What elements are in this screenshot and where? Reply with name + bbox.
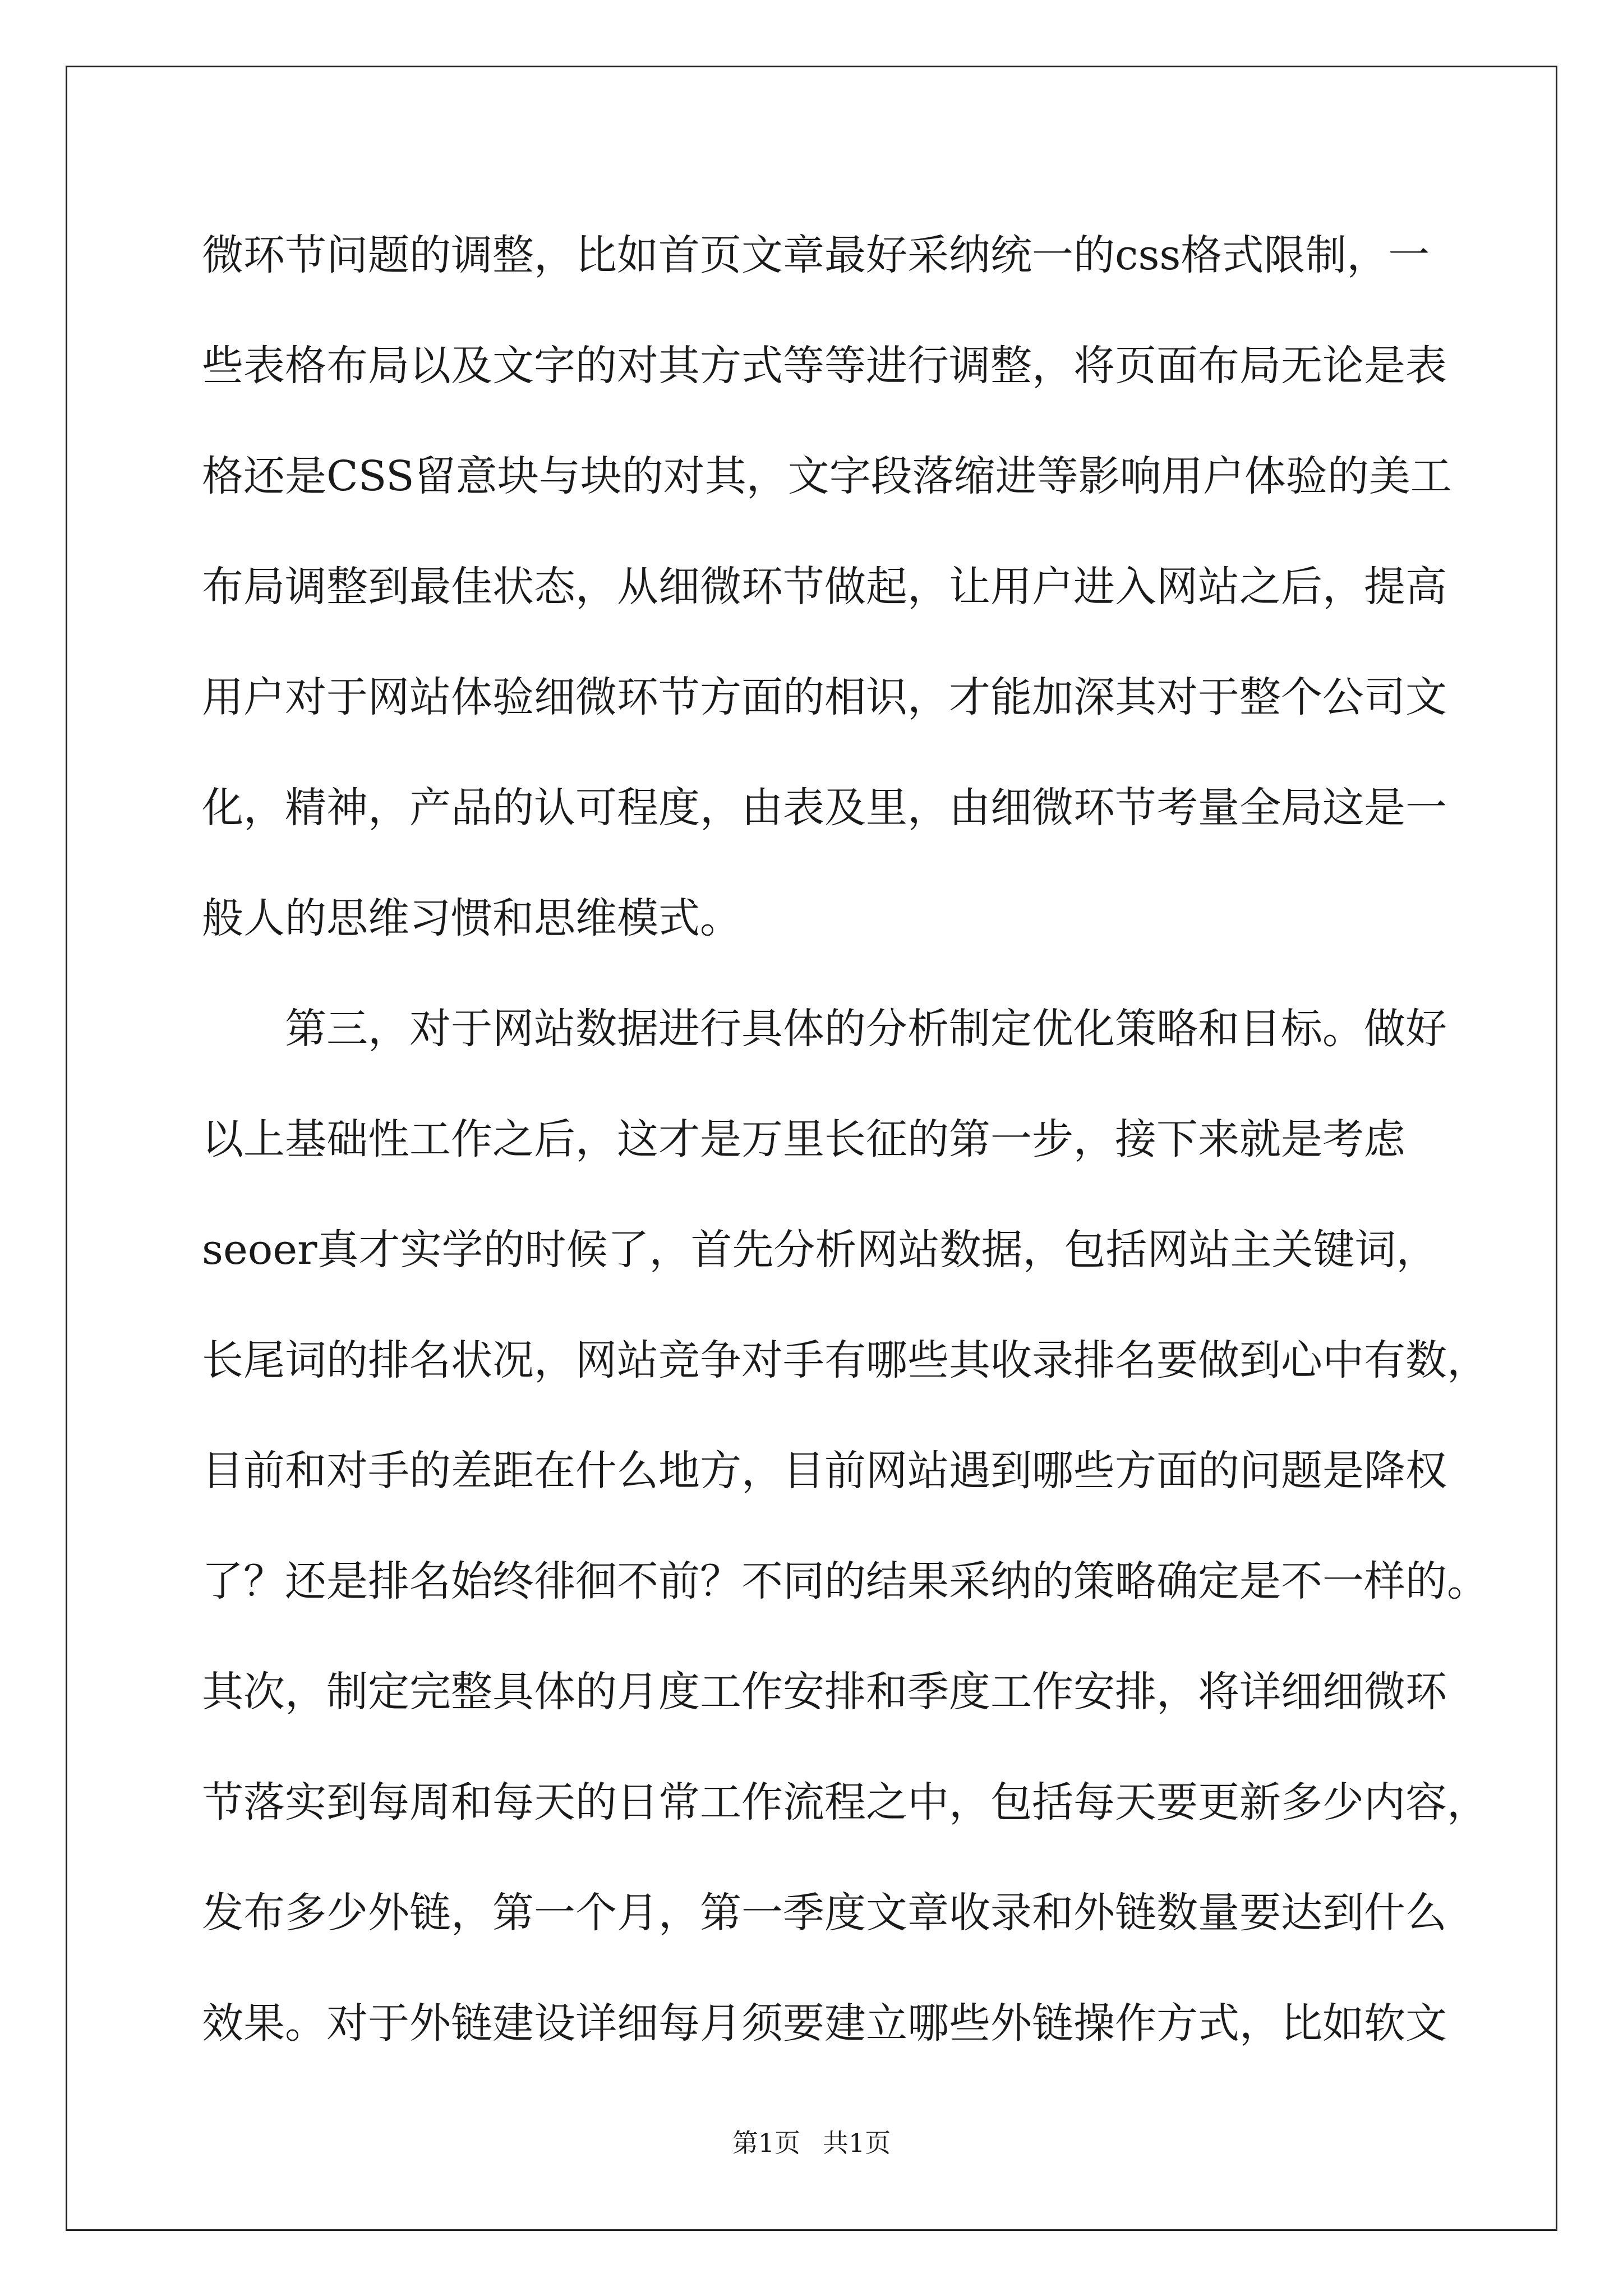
- text-line: 格还是CSS留意块与块的对其，文字段落缩进等影响用户体验的美工: [202, 452, 1452, 500]
- page-number-total: 共1页: [823, 2128, 891, 2158]
- text-line: 其次，制定完整具体的月度工作安排和季度工作安排，将详细细微环: [202, 1668, 1447, 1716]
- page-number-current: 第1页: [732, 2128, 800, 2158]
- text-line: 般人的思维习惯和思维模式。: [202, 894, 741, 942]
- text-line: 了？还是排名始终徘徊不前？不同的结果采纳的策略确定是不一样的。: [202, 1557, 1488, 1605]
- document-body: [202, 200, 1488, 2079]
- text-line: 用户对于网站体验细微环节方面的相识，才能加深其对于整个公司文: [202, 673, 1447, 721]
- text-line: 效果。对于外链建设详细每月须要建立哪些外链操作方式，比如软文: [202, 1999, 1447, 2047]
- text-line: 第三，对于网站数据进行具体的分析制定优化策略和目标。做好: [202, 1005, 1447, 1053]
- text-line: 长尾词的排名状况，网站竞争对手有哪些其收录排名要做到心中有数，: [202, 1336, 1488, 1384]
- text-line: 节落实到每周和每天的日常工作流程之中，包括每天要更新多少内容，: [202, 1778, 1488, 1826]
- text-line: 发布多少外链，第一个月，第一季度文章收录和外链数量要达到什么: [202, 1889, 1447, 1937]
- text-line: 微环节问题的调整，比如首页文章最好采纳统一的css格式限制，一: [202, 231, 1430, 279]
- text-line: 化，精神，产品的认可程度，由表及里，由细微环节考量全局这是一: [202, 784, 1447, 832]
- text-line: 布局调整到最佳状态，从细微环节做起，让用户进入网站之后，提高: [202, 563, 1447, 611]
- page-footer: [0, 2126, 1623, 2160]
- text-line: seoer真才实学的时候了，首先分析网站数据，包括网站主关键词，: [202, 1226, 1438, 1274]
- text-line: 目前和对手的差距在什么地方，目前网站遇到哪些方面的问题是降权: [202, 1447, 1447, 1495]
- text-line: 以上基础性工作之后，这才是万里长征的第一步，接下来就是考虑: [202, 1115, 1405, 1163]
- text-line: 些表格布局以及文字的对其方式等等进行调整，将页面布局无论是表: [202, 342, 1447, 390]
